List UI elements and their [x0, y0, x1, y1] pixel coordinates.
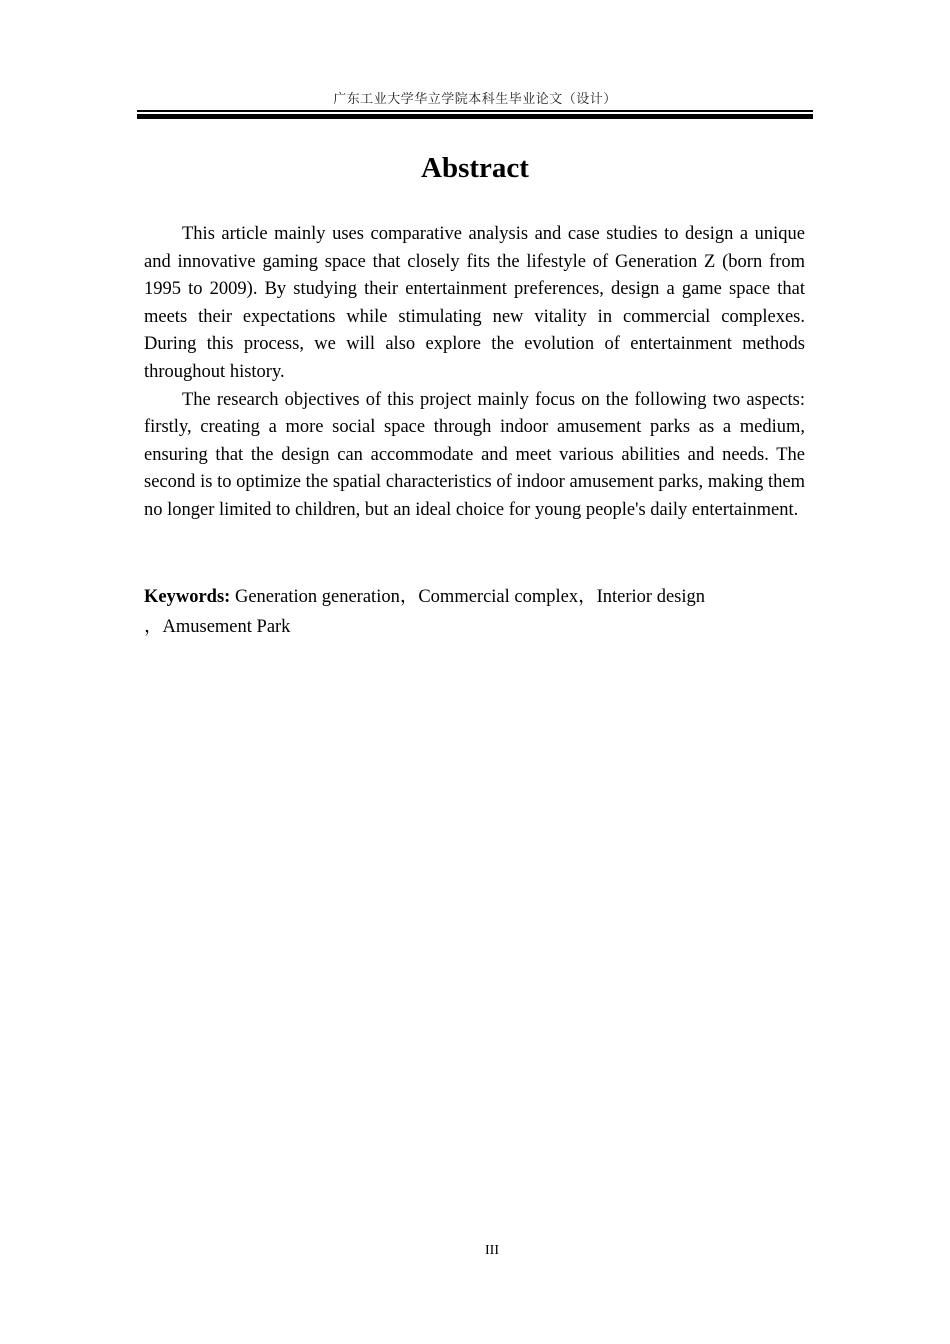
abstract-paragraph-2: The research objectives of this project mainly focus on the following two aspects: firstly, creating a more social space through indoor amusement parks as a medium, ensuring that the design can accommodate and meet various abilities and needs. The second is to optimize the spatial characteristics of indoor amusement parks, making them no longer limited to children, but an ideal choice for young people's daily entertainment.: [144, 389, 805, 520]
abstract-paragraph-1: This article mainly uses comparative analysis and case studies to design a unique and innovative gaming space that closely fits the lifestyle of Generation Z (born from 1995 to 2009). By studying their entertainment preferences, design a game space that meets their expectations while stimulating new vitality in commercial complexes. During this process, we will also explore the evolution of entertainment methods throughout history.: [144, 224, 805, 382]
abstract-body: [144, 221, 805, 525]
keywords-line-2: ，Amusement Park: [144, 617, 291, 637]
header-rule: [137, 110, 813, 120]
keywords-line-1: Generation generation，Commercial complex，Interior design: [230, 587, 706, 607]
keywords-block: [144, 582, 744, 642]
keywords-label: Keywords:: [144, 587, 231, 607]
header-rule-thick-line: [137, 114, 813, 119]
page-title: Abstract: [421, 152, 529, 184]
running-header: 广东工业大学华立学院本科生毕业论文（设计）: [333, 92, 617, 107]
page-number: III: [485, 1243, 499, 1258]
header-rule-thin-line: [137, 110, 813, 112]
